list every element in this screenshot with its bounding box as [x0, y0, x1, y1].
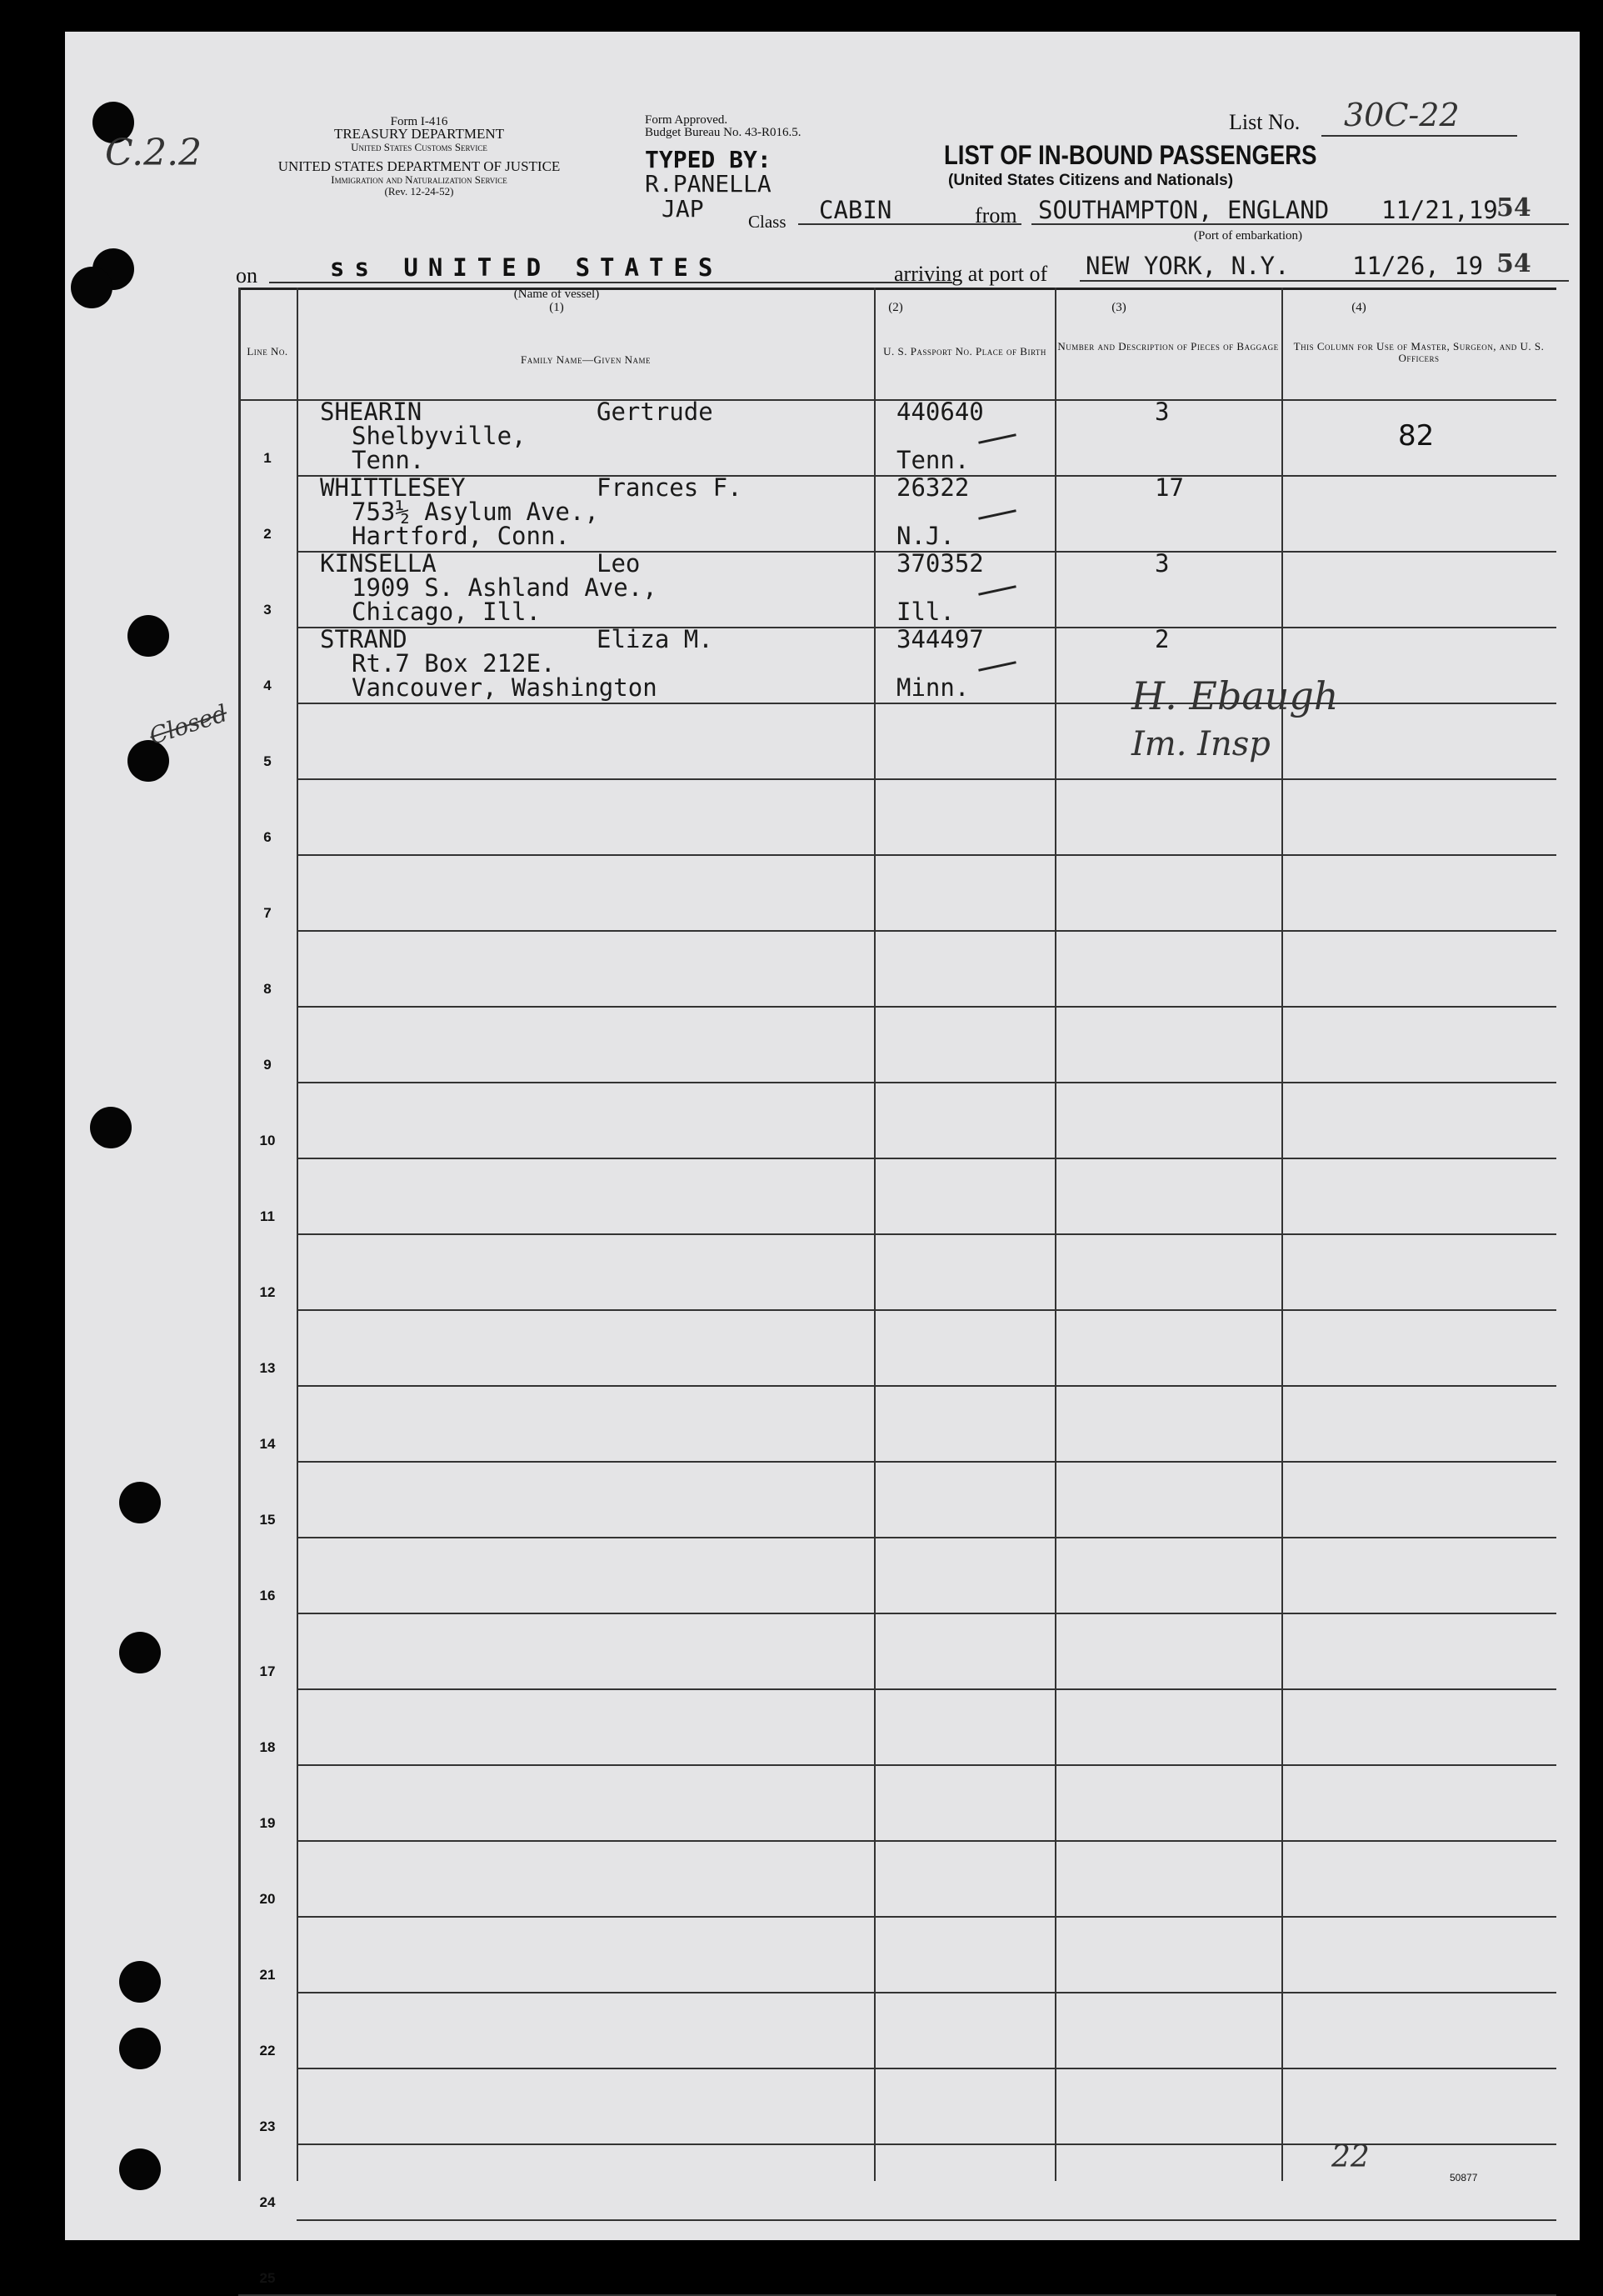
passenger-table: [238, 288, 1556, 2286]
punch-hole: [119, 1632, 161, 1673]
given-name: Eliza M.: [597, 625, 713, 653]
line-number: 5: [263, 753, 272, 769]
punch-hole: [90, 1107, 132, 1148]
officer-signature-2: Im. Insp: [1131, 725, 1271, 763]
place-of-birth: Minn.: [896, 673, 970, 702]
departure-date: 11/21,19: [1381, 196, 1498, 224]
given-name: Leo: [597, 549, 641, 578]
table-row: [238, 703, 1556, 778]
arrival-year: 54: [1496, 249, 1531, 278]
check-mark: [978, 433, 1016, 443]
passport-number: 370352: [896, 549, 984, 578]
port-of-embarkation-caption: (Port of embarkation): [1194, 229, 1302, 243]
col-ref-2: (2): [888, 301, 903, 314]
table-row: [238, 2219, 1556, 2295]
col-ref-4: (4): [1351, 301, 1366, 314]
line-number: 6: [263, 829, 272, 845]
line-number: 18: [259, 1739, 276, 1755]
customs-service: United States Customs Service: [351, 141, 487, 153]
treasury-department: TREASURY DEPARTMENT: [333, 126, 505, 142]
check-mark: [978, 509, 1016, 519]
table-row: [238, 1840, 1556, 1916]
baggage-count: 2: [1155, 625, 1170, 653]
arriving-label: arriving at port of: [894, 262, 1048, 286]
passport-number: 344497: [896, 625, 984, 653]
line-number: 2: [263, 526, 272, 542]
vessel-name: ss UNITED STATES: [330, 253, 723, 282]
justice-department: UNITED STATES DEPARTMENT OF JUSTICE: [277, 158, 561, 174]
family-name: KINSELLA: [320, 549, 437, 578]
col-header-officers: This Column for Use of Master, Surgeon, and U. S. Officers: [1293, 340, 1545, 364]
table-row: [238, 1613, 1556, 1688]
given-name: Frances F.: [597, 473, 742, 502]
line-number: 25: [259, 2270, 276, 2286]
line-number: 20: [259, 1891, 276, 1907]
line-number: 10: [259, 1133, 276, 1148]
line-number: 12: [259, 1284, 276, 1300]
table-row: [238, 854, 1556, 930]
handwritten-margin-note: Closed: [146, 698, 231, 751]
table-row: [238, 1688, 1556, 1764]
list-no-label: List No.: [1229, 110, 1301, 134]
line-number: 1: [263, 450, 272, 466]
officer-note: 82: [1398, 419, 1435, 453]
punch-hole: [119, 2028, 161, 2069]
address-line-1: Rt.7 Box 212E.: [352, 649, 556, 678]
line-number: 17: [259, 1663, 276, 1679]
table-row: [238, 1537, 1556, 1613]
passport-number: 440640: [896, 398, 984, 426]
table-row: [238, 2068, 1556, 2143]
baggage-count: 3: [1155, 398, 1170, 426]
table-row: [238, 1082, 1556, 1158]
col-header-name: Family Name—Given Name: [521, 353, 651, 366]
punch-hole: [119, 1961, 161, 2003]
table-row: [238, 1992, 1556, 2068]
officer-signature: H. Ebaugh: [1131, 673, 1339, 718]
punch-hole: [119, 2148, 161, 2190]
departure-year: 54: [1496, 193, 1531, 223]
col-header-passport: U. S. Passport No. Place of Birth: [883, 345, 1046, 358]
vessel-caption: (Name of vessel): [513, 288, 600, 301]
from-label: from: [975, 203, 1017, 228]
port-of-arrival: NEW YORK, N.Y.: [1086, 252, 1290, 280]
place-of-birth: Tenn.: [896, 446, 970, 474]
class-value: CABIN: [819, 196, 892, 224]
punch-hole: [71, 267, 112, 308]
address-line-2: Hartford, Conn.: [352, 522, 570, 550]
revision: (Rev. 12-24-52): [384, 185, 454, 198]
line-number: 9: [263, 1057, 272, 1073]
table-row: [238, 1916, 1556, 1992]
check-mark: [978, 661, 1016, 671]
line-number: 15: [259, 1512, 276, 1528]
col-ref-3: (3): [1111, 301, 1126, 314]
table-row: [238, 1385, 1556, 1461]
page-title: LIST OF IN-BOUND PASSENGERS: [944, 140, 1317, 170]
col-ref-1: (1): [549, 301, 564, 314]
line-number: 11: [260, 1208, 275, 1224]
table-row: [238, 475, 1556, 551]
line-number: 23: [259, 2118, 276, 2134]
table-row: [238, 778, 1556, 854]
line-number: 8: [263, 981, 272, 997]
table-row: [238, 551, 1556, 627]
line-number: 4: [263, 678, 272, 693]
col-header-line-no: Line No.: [247, 345, 288, 358]
manifest-page: [65, 32, 1580, 2286]
punch-hole: [127, 615, 169, 657]
baggage-count: 17: [1155, 473, 1184, 502]
typed-by-name: R.PANELLA: [645, 170, 772, 198]
place-of-birth: N.J.: [896, 522, 955, 550]
form-approved: Form Approved.: [645, 113, 728, 127]
family-name: WHITTLESEY: [320, 473, 466, 502]
address-line-1: 1909 S. Ashland Ave.,: [352, 573, 657, 602]
handwritten-mark: C.2.2: [105, 132, 202, 174]
class-label: Class: [748, 212, 787, 232]
line-number: 22: [259, 2043, 276, 2058]
given-name: Gertrude: [597, 398, 713, 426]
address-line-2: Chicago, Ill.: [352, 598, 541, 626]
line-number: 24: [259, 2194, 276, 2210]
line-number: 13: [259, 1360, 276, 1376]
address-line-2: Tenn.: [352, 446, 425, 474]
check-mark: [978, 585, 1016, 595]
baggage-count: 3: [1155, 549, 1170, 578]
on-label: on: [236, 263, 257, 288]
page-subtitle: (United States Citizens and Nationals): [948, 172, 1234, 189]
line-number: 16: [259, 1588, 276, 1603]
ins-service: Immigration and Naturalization Service: [331, 173, 507, 186]
address-line-1: 753½ Asylum Ave.,: [352, 498, 599, 526]
typed-by-label: TYPED BY:: [645, 146, 772, 173]
line-number: 21: [259, 1967, 276, 1983]
col-header-baggage: Number and Description of Pieces of Baggage: [1057, 340, 1279, 353]
arrival-date: 11/26, 19: [1352, 252, 1484, 280]
line-number: 19: [259, 1815, 276, 1831]
table-row: [238, 1764, 1556, 1840]
page-count: 22: [1331, 2140, 1370, 2174]
line-number: 3: [263, 602, 272, 618]
form-number: Form I-416: [390, 115, 448, 128]
table-row: [238, 1158, 1556, 1233]
budget-bureau: Budget Bureau No. 43-R016.5.: [645, 126, 802, 139]
print-code: 50877: [1450, 2172, 1478, 2183]
port-of-embarkation: SOUTHAMPTON, ENGLAND: [1038, 196, 1330, 224]
table-row: [238, 627, 1556, 703]
punch-hole: [119, 1482, 161, 1523]
passport-number: 26322: [896, 473, 970, 502]
typed-by-initials: JAP: [662, 195, 704, 223]
address-line-1: Shelbyville,: [352, 422, 527, 450]
table-row: [238, 1309, 1556, 1385]
table-row: [238, 1461, 1556, 1537]
table-row: [238, 1233, 1556, 1309]
address-line-2: Vancouver, Washington: [352, 673, 657, 702]
table-row: [238, 930, 1556, 1006]
family-name: SHEARIN: [320, 398, 422, 426]
place-of-birth: Ill.: [896, 598, 955, 626]
line-number: 7: [263, 905, 272, 921]
line-number: 14: [259, 1436, 276, 1452]
table-row: [238, 399, 1556, 475]
table-row: [238, 1006, 1556, 1082]
family-name: STRAND: [320, 625, 407, 653]
list-no-value: 30C-22: [1344, 97, 1460, 133]
